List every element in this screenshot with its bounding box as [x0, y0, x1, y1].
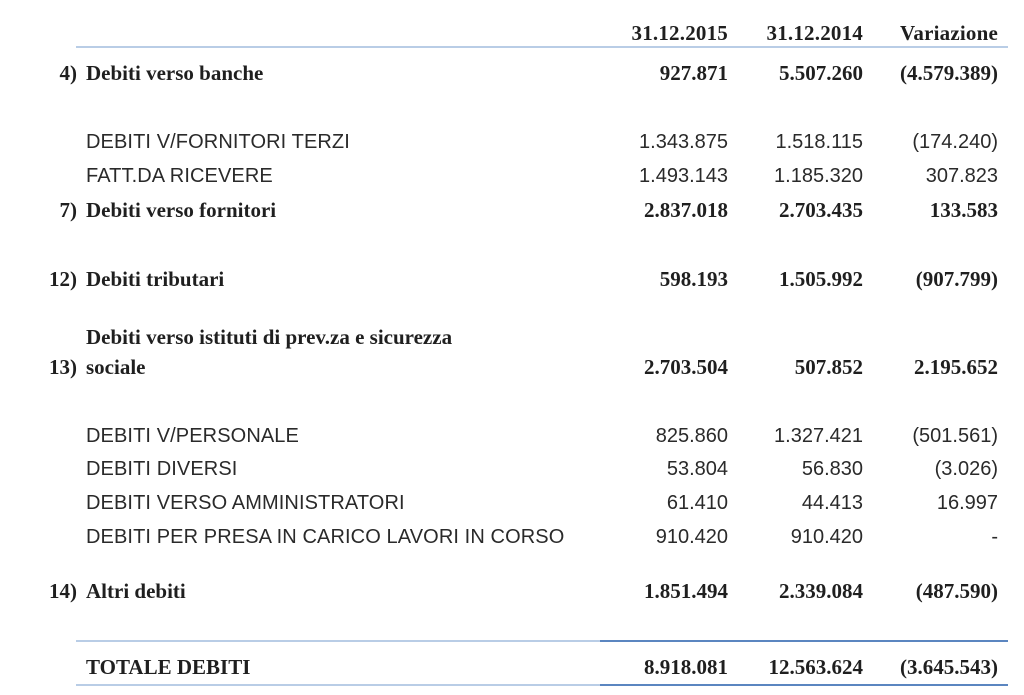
value-2014: 1.185.320 — [774, 165, 863, 187]
value-2014: 1.327.421 — [774, 425, 863, 447]
total-label: TOTALE DEBITI — [86, 655, 251, 679]
value-variazione: (3.026) — [934, 458, 998, 480]
value-variazione: (174.240) — [912, 131, 998, 153]
table-row — [0, 127, 1024, 157]
row-number: 7) — [59, 198, 77, 222]
table-row — [0, 454, 1024, 484]
row-label: FATT.DA RICEVERE — [86, 165, 273, 187]
table-row — [0, 421, 1024, 451]
table-row — [0, 522, 1024, 552]
table-row — [0, 161, 1024, 191]
value-variazione: - — [991, 526, 998, 548]
total-2015: 8.918.081 — [644, 655, 728, 679]
value-2015: 910.420 — [655, 526, 728, 548]
row-label: sociale — [86, 355, 146, 379]
value-2014: 2.339.084 — [779, 579, 863, 603]
value-2014: 1.518.115 — [775, 131, 863, 153]
table-row — [0, 58, 1024, 88]
value-2015: 825.860 — [655, 425, 728, 447]
total-2014: 12.563.624 — [768, 655, 863, 679]
value-2015: 1.851.494 — [644, 579, 728, 603]
value-variazione: 16.997 — [936, 492, 998, 514]
table-row — [0, 325, 1024, 382]
value-variazione: 133.583 — [929, 198, 998, 222]
value-variazione: 307.823 — [925, 165, 998, 187]
value-2014: 507.852 — [794, 355, 863, 379]
row-label: DEBITI V/FORNITORI TERZI — [86, 131, 350, 153]
row-label: DEBITI DIVERSI — [86, 458, 238, 480]
value-2014: 56.830 — [801, 458, 863, 480]
row-number: 12) — [49, 267, 77, 291]
row-number: 14) — [49, 579, 77, 603]
table-row — [0, 576, 1024, 606]
row-label: Altri debiti — [86, 579, 186, 603]
value-2014: 2.703.435 — [779, 198, 863, 222]
table-row — [0, 264, 1024, 294]
total-variazione: (3.645.543) — [900, 655, 998, 679]
total-row — [0, 652, 1024, 682]
total-top-divider-accent — [600, 640, 1008, 642]
value-variazione: (4.579.389) — [900, 61, 998, 85]
value-2014: 5.507.260 — [779, 61, 863, 85]
row-number: 13) — [49, 355, 77, 379]
header-2015: 31.12.2015 — [631, 21, 728, 45]
value-variazione: (907.799) — [915, 267, 998, 291]
value-2015: 1.493.143 — [639, 165, 728, 187]
value-2015: 598.193 — [659, 267, 728, 291]
value-variazione: 2.195.652 — [914, 355, 998, 379]
row-label: Debiti verso fornitori — [86, 198, 277, 222]
header-2014: 31.12.2014 — [766, 21, 863, 45]
row-label: DEBITI VERSO AMMINISTRATORI — [86, 492, 405, 514]
value-2015: 53.804 — [666, 458, 728, 480]
value-2014: 44.413 — [801, 492, 863, 514]
total-bottom-divider-accent — [600, 684, 1008, 686]
value-2014: 910.420 — [790, 526, 863, 548]
row-label: DEBITI V/PERSONALE — [86, 425, 299, 447]
table-row — [0, 195, 1024, 225]
value-2015: 2.837.018 — [644, 198, 728, 222]
value-variazione: (501.561) — [912, 425, 998, 447]
value-2015: 1.343.875 — [639, 131, 728, 153]
header-variazione: Variazione — [899, 21, 998, 45]
value-2014: 1.505.992 — [779, 267, 863, 291]
header-divider — [76, 46, 1008, 48]
value-2015: 927.871 — [659, 61, 728, 85]
value-2015: 61.410 — [666, 492, 728, 514]
row-label: Debiti verso banche — [86, 61, 264, 85]
table-row — [0, 488, 1024, 518]
value-2015: 2.703.504 — [644, 355, 728, 379]
value-variazione: (487.590) — [915, 579, 998, 603]
row-label: DEBITI PER PRESA IN CARICO LAVORI IN CORSO — [86, 526, 565, 548]
row-label: Debiti tributari — [86, 267, 225, 291]
row-number: 4) — [59, 61, 77, 85]
row-label-line1: Debiti verso istituti di prev.za e sicurezza — [86, 325, 453, 349]
